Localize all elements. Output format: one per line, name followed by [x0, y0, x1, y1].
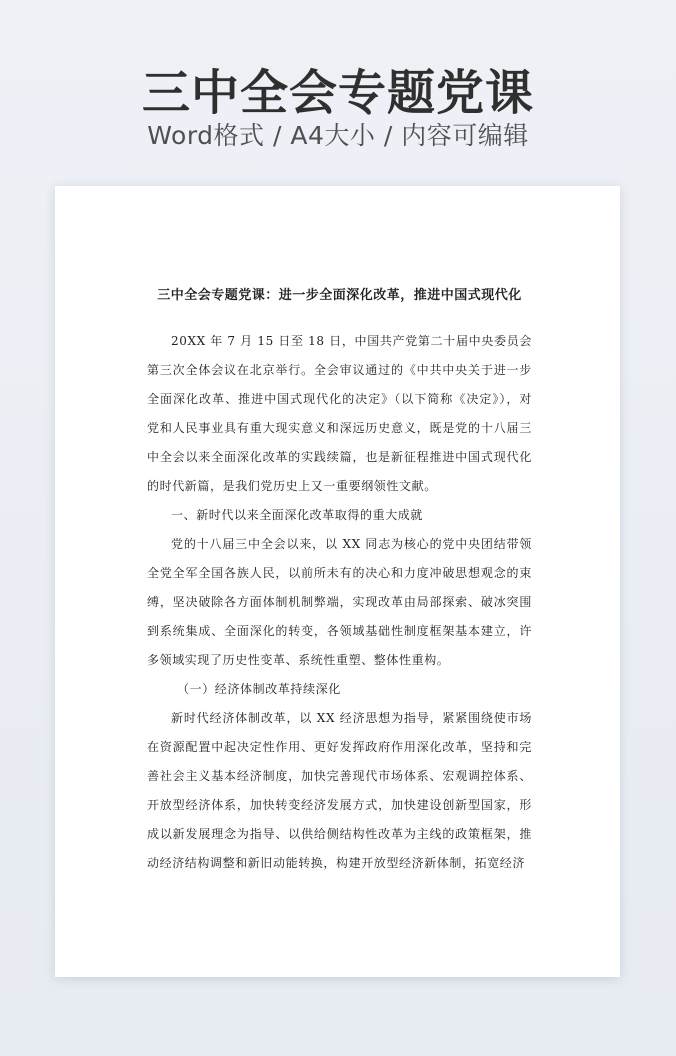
- banner-title: 三中全会专题党课: [141, 65, 534, 121]
- document-page: [55, 186, 620, 977]
- section-heading-1: 一、新时代以来全面深化改革取得的重大成就: [171, 508, 424, 522]
- document-body: [147, 280, 532, 878]
- subsection-1-paragraph: 新时代经济体制改革，以 XX 经济思想为指导，紧紧围绕使市场在资源配置中起决定性作用、更好发挥政府作用深化改革，坚持和完善社会主义基本经济制度，加快完善现代市场体系、宏观调控体系、开放型经济体系，加快转变经济发展方式，加快建设创新型国家，形成以新发展理念为指导、以供给侧结构性改革为主线的政策框架，推动经济结构调整和新旧动能转换，构建开放型经济新体制，拓宽经济: [147, 711, 532, 870]
- document-title: 三中全会专题党课：进一步全面深化改革，推进中国式现代化: [157, 288, 522, 303]
- intro-paragraph: 20XX 年 7 月 15 日至 18 日，中国共产党第二十届中央委员会第三次全体会议在北京举行。全会审议通过的《中共中央关于进一步全面深化改革、推进中国式现代化的决定》（以下简称《决定》），对党和人民事业具有重大现实意义和深远历史意义，既是党的十八届三中全会以来全面深化改革的实践续篇，也是新征程推进中国式现代化的时代新篇，是我们党历史上又一重要纲领性文献。: [147, 334, 532, 493]
- section-1-paragraph: 党的十八届三中全会以来，以 XX 同志为核心的党中央团结带领全党全军全国各族人民，以前所未有的决心和力度冲破思想观念的束缚，坚决破除各方面体制机制弊端，实现改革由局部探索、破冰突围到系统集成、全面深化的转变，各领域基础性制度框架基本建立，许多领域实现了历史性变革、系统性重塑、整体性重构。: [147, 537, 532, 667]
- subsection-heading-1: （一）经济体制改革持续深化: [177, 682, 341, 696]
- banner-subtitle: Word格式 / A4大小 / 内容可编辑: [147, 121, 529, 150]
